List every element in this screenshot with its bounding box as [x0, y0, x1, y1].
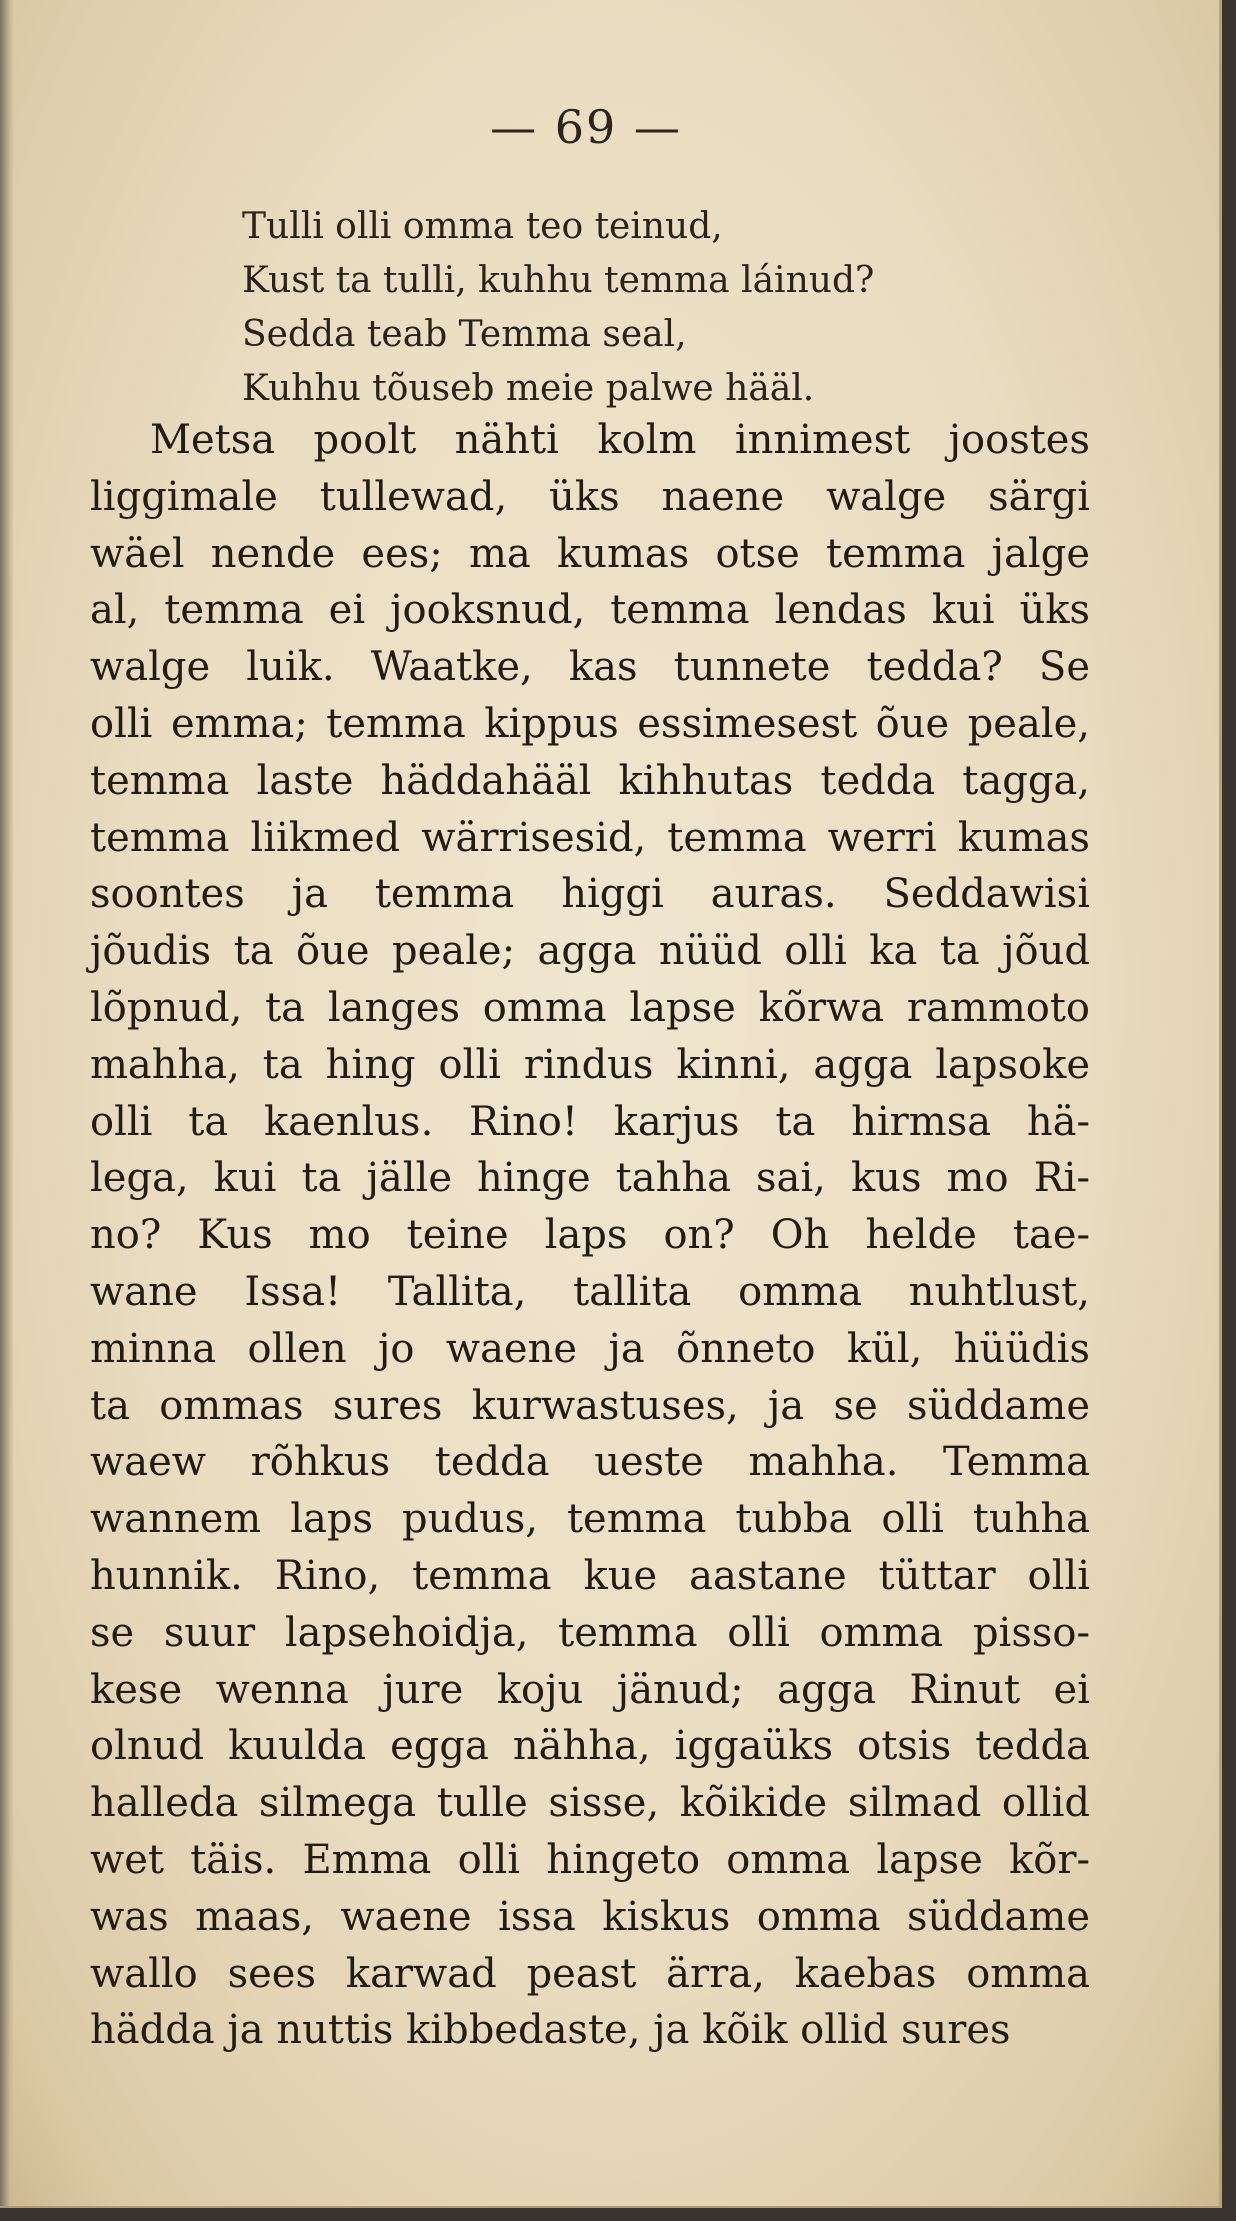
verse-stanza [242, 200, 1062, 416]
prose-line: ta ommas sures kurwastuses, ja se süddame [90, 1382, 1090, 1429]
prose-paragraph [90, 412, 1090, 2059]
prose-line: no? Kus mo teine laps on? Oh helde tae- [90, 1212, 1090, 1259]
prose-line: halleda silmega tulle sisse, kõikide silmad ollid [90, 1780, 1090, 1827]
prose-line: al, temma ei jooksnud, temma lendas kui üks [90, 587, 1090, 634]
prose-line: se suur lapsehoidja, temma olli omma pisso- [90, 1609, 1090, 1656]
prose-line: wane Issa! Tallita, tallita omma nuhtlust, [90, 1268, 1090, 1315]
prose-line: olli ta kaenlus. Rino! karjus ta hirmsa hä- [90, 1098, 1090, 1145]
prose-line: kese wenna jure koju jänud; agga Rinut ei [90, 1666, 1090, 1713]
prose-line: temma laste häddahääl kihhutas tedda tagga, [90, 757, 1090, 804]
prose-line: mahha, ta hing olli rindus kinni, agga lapsoke [90, 1041, 1090, 1088]
prose-line: liggimale tullewad, üks naene walge särgi [90, 473, 1090, 520]
verse-line: Kuhhu tõuseb meie palwe hääl. [242, 368, 815, 409]
prose-line: wannem laps pudus, temma tubba olli tuhha [90, 1496, 1090, 1543]
prose-line: walge luik. Waatke, kas tunnete tedda? Se [90, 644, 1090, 691]
prose-line: soontes ja temma higgi auras. Seddawisi [90, 871, 1090, 918]
prose-line: olnud kuulda egga nähha, iggaüks otsis tedda [90, 1723, 1090, 1770]
prose-line: hädda ja nuttis kibbedaste, ja kõik ollid sures [90, 2007, 1011, 2054]
verse-line: Sedda teab Temma seal, [242, 314, 687, 355]
prose-line: wet täis. Emma olli hingeto omma lapse kõr- [90, 1836, 1090, 1883]
prose-line: lega, kui ta jälle hinge tahha sai, kus mo Ri- [90, 1155, 1090, 1202]
prose-line: jõudis ta õue peale; agga nüüd olli ka ta jõud [90, 928, 1090, 975]
prose-line: Metsa poolt nähti kolm innimest joostes [150, 417, 1090, 463]
prose-line: hunnik. Rino, temma kue aastane tüttar olli [90, 1552, 1090, 1599]
prose-line: wäel nende ees; ma kumas otse temma jalge [90, 530, 1090, 577]
verse-line: Kust ta tulli, kuhhu temma láinud? [242, 260, 875, 301]
prose-line: olli emma; temma kippus essimesest õue peale, [90, 700, 1090, 747]
prose-line: wallo sees karwad peast ärra, kaebas omma [90, 1950, 1090, 1997]
page-gutter-shadow [0, 0, 14, 2206]
prose-line: was maas, waene issa kiskus omma süddame [90, 1893, 1090, 1940]
prose-line: minna ollen jo waene ja õnneto kül, hüüdis [90, 1325, 1090, 1372]
prose-line: waew rõhkus tedda ueste mahha. Temma [90, 1439, 1090, 1486]
verse-line: Tulli olli omma teo teinud, [242, 206, 723, 247]
prose-line: temma liikmed wärrisesid, temma werri kumas [90, 814, 1090, 861]
prose-line: lõpnud, ta langes omma lapse kõrwa rammoto [90, 984, 1090, 1031]
page-number: — 69 — [490, 100, 682, 154]
